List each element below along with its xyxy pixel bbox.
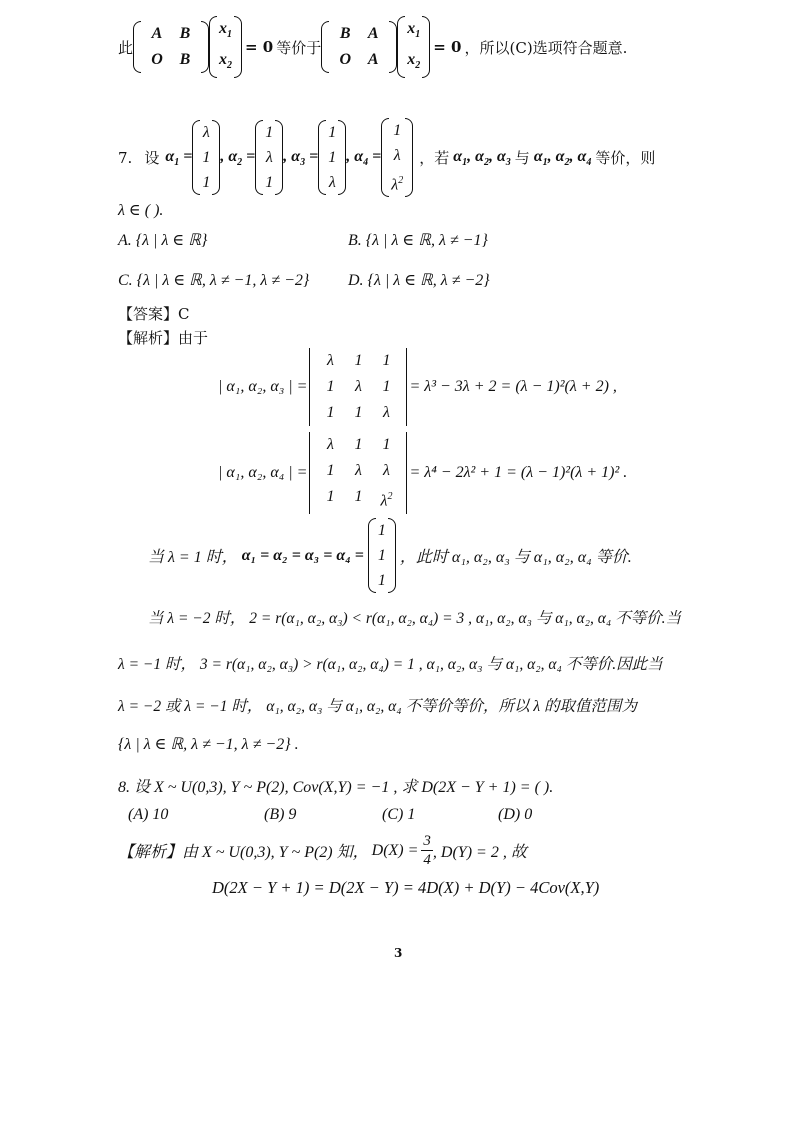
q8-option-b: (B) 9	[264, 806, 297, 823]
line0	[118, 16, 627, 78]
q8-analysis-b: D(X) =	[371, 841, 419, 859]
q7-number: 7.	[118, 148, 133, 167]
vector-x-2: $x_1$ $x_2$	[397, 16, 430, 78]
q7-option-a: A. {λ | λ ∈ ℝ}	[118, 232, 208, 249]
line0-eq-zero: = 0	[245, 38, 274, 57]
q8-analysis	[118, 832, 527, 869]
q7-option-d: D. {λ | λ ∈ ℝ, λ ≠ −2}	[348, 272, 490, 289]
case1-c: ，此时 α₁, α₂, α₃ 与 α₁, α₂, α₄ 等价.	[399, 549, 632, 566]
determinant-2: λ 1 1 1 λ λ 1 1 $\lambda^2$	[309, 432, 407, 514]
q7-ruo: ，若	[419, 149, 450, 168]
case-lambda-minus1: λ = −1 时， 3 = r(α₁, α₂, α₃) > r(α₁, α₂, α₄) = 1 , α₁, α₂, α₃ 与 α₁, α₂, α₄ 不等价.因此当	[118, 656, 663, 673]
vector-alpha3: 1 1 λ	[318, 120, 346, 195]
line0-lead: 此	[118, 38, 134, 57]
q7-option-c: C. {λ | λ ∈ ℝ, λ ≠ −1, λ ≠ −2}	[118, 272, 310, 289]
q8-stem: 8. 设 X ~ U(0,3), Y ~ P(2), Cov(X,Y) = −1 , 求 D(2X − Y + 1) = ( ).	[118, 779, 554, 796]
q7-stem: 7. 设 $\alpha_1$ = λ 1 1 , $\alpha_2$ = 1 λ 1 , $\alpha_3$ = 1 1 λ , $\alpha_4$ = 1 λ $\lambda^2$ ，若 $\alpha_1$, $\alpha_2$, $\alpha_3$ 与 $\alpha_1$, $\alpha_2$, $\alpha_4$ 等价，则	[118, 118, 655, 197]
determinant-2-line	[218, 432, 627, 514]
q8-option-d: (D) 0	[498, 806, 533, 823]
det2-lhs: | α₁, α₂, α₄ | =	[218, 464, 308, 482]
q7-she: 设	[144, 149, 160, 168]
line0-eq-zero-2: = 0	[433, 38, 462, 57]
det1-lhs: | α₁, α₂, α₃ | =	[218, 378, 308, 395]
q7-result: {λ | λ ∈ ℝ, λ ≠ −1, λ ≠ −2} .	[118, 736, 299, 753]
case-lambda-1	[148, 518, 632, 593]
fraction-three-quarters	[421, 832, 433, 869]
case-conclusion: λ = −2 或 λ = −1 时， α₁, α₂, α₃ 与 α₁, α₂, α₄ 不等价等价，所以 λ 的取值范围为	[118, 698, 638, 715]
case-lambda-minus2: 当 λ = −2 时， 2 = r(α₁, α₂, α₃) < r(α₁, α₂, α₄) = 3 , α₁, α₂, α₃ 与 α₁, α₂, α₄ 不等价.当	[148, 610, 682, 627]
q7-answer: 【答案】C	[118, 305, 190, 323]
det1-rhs: = λ³ − 3λ + 2 = (λ − 1)²(λ + 2) ,	[409, 378, 617, 395]
q7-analysis-head: 【解析】由于	[118, 329, 209, 347]
case1-a: 当 λ = 1 时，	[148, 549, 238, 566]
case1-b: α₁ = α₂ = α₃ = α₄ =	[241, 546, 364, 564]
vector-alpha1: λ 1 1	[192, 120, 220, 195]
vector-x-1: $x_1$ $x_2$	[209, 16, 242, 78]
determinant-1: λ 1 1 1 λ 1 1 1 λ	[309, 348, 407, 426]
line0-tail: ，所以(C)选项符合题意.	[464, 38, 628, 57]
q8-formula: D(2X − Y + 1) = D(2X − Y) = 4D(X) + D(Y) − 4Cov(X,Y)	[212, 878, 600, 897]
frac-num: 3	[423, 833, 431, 849]
q8-option-a: (A) 10	[128, 806, 169, 823]
block-matrix-1: A B O B	[133, 21, 209, 73]
block-matrix-2: B A O A	[321, 21, 397, 73]
line0-equiv: 等价于	[276, 38, 322, 57]
q8-analysis-a: 【解析】由 X ~ U(0,3), Y ~ P(2) 知，	[118, 844, 369, 861]
q8-analysis-c: , D(Y) = 2 , 故	[432, 844, 527, 861]
q7-dengjia: 等价，则	[595, 149, 656, 168]
page-number: 3	[394, 946, 403, 960]
det2-rhs: = λ⁴ − 2λ² + 1 = (λ − 1)²(λ + 1)² .	[409, 464, 628, 482]
vector-ones: 1 1 1	[368, 518, 396, 593]
q7-stem-end: λ ∈ ( ).	[118, 202, 164, 219]
vector-alpha2: 1 λ 1	[255, 120, 283, 195]
vector-alpha4: 1 λ $\lambda^2$	[381, 118, 413, 197]
q7-yu: 与	[514, 149, 530, 168]
q7-option-b: B. {λ | λ ∈ ℝ, λ ≠ −1}	[348, 232, 488, 249]
frac-den: 4	[423, 852, 431, 868]
determinant-1-line	[218, 348, 617, 426]
q8-option-c: (C) 1	[382, 806, 416, 823]
